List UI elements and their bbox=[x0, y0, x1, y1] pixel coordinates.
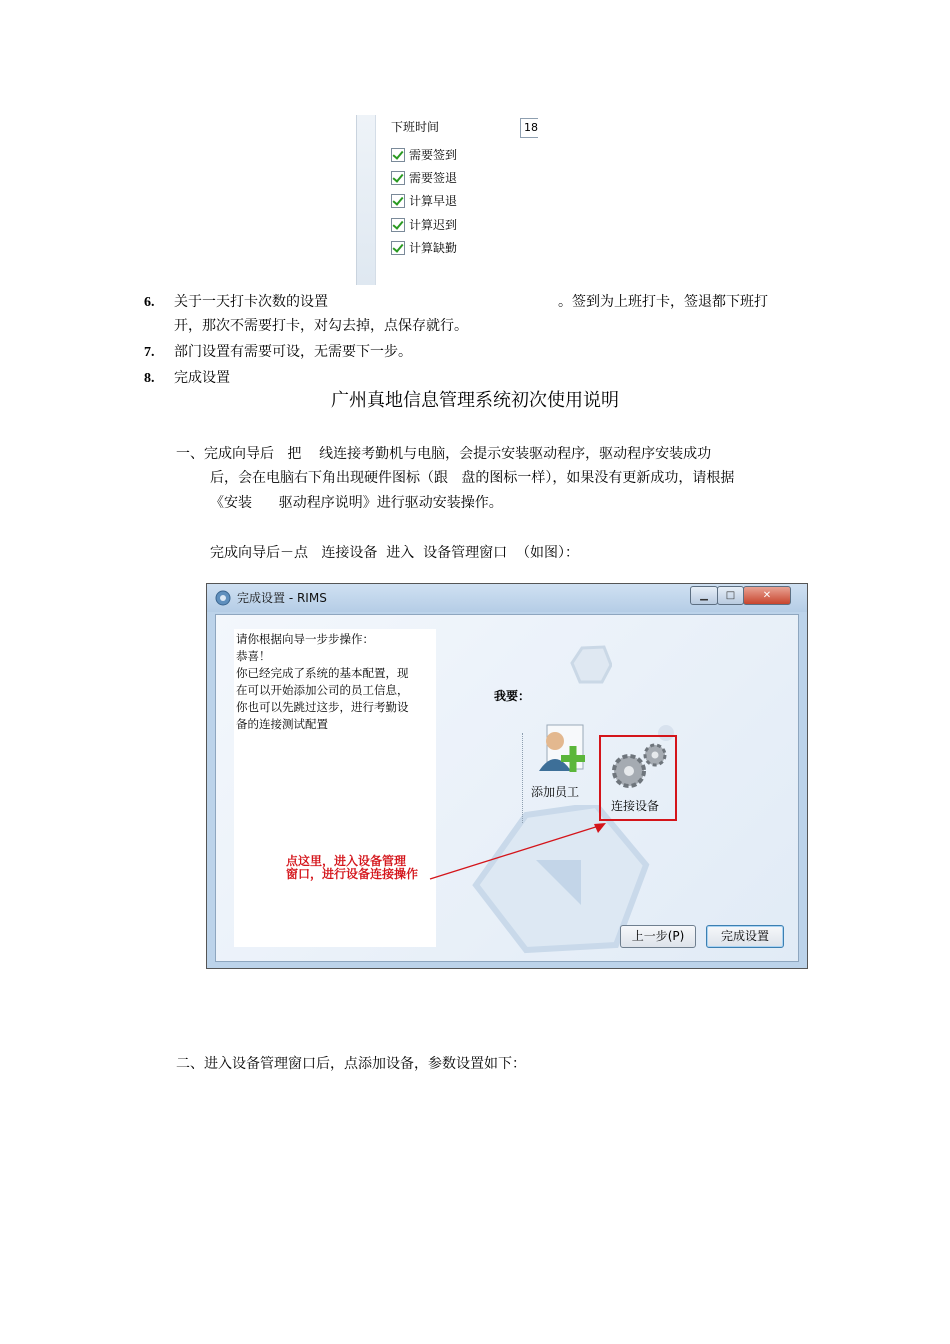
add-employee-icon bbox=[531, 721, 591, 779]
annotation-text bbox=[286, 855, 418, 881]
connect-device-button[interactable] bbox=[599, 735, 677, 821]
step-8-number: 8. bbox=[144, 371, 155, 386]
step-6-text-b: 。签到为上班打卡，签退都下班打 bbox=[558, 294, 768, 310]
instruction-line: 请你根据向导一步步操作： bbox=[236, 632, 374, 646]
checkbox-calc-early-leave[interactable] bbox=[391, 194, 405, 208]
step-8-text: 完成设置 bbox=[174, 370, 230, 386]
add-employee-button[interactable] bbox=[531, 721, 595, 801]
want-label: 我要： bbox=[494, 689, 531, 703]
window-client-area bbox=[215, 614, 799, 962]
off-time-label: 下班时间 bbox=[391, 120, 440, 134]
checkbox-label: 计算缺勤 bbox=[409, 241, 458, 255]
checkbox-calc-absence[interactable] bbox=[391, 241, 405, 255]
section-1-line-4: 完成向导后－点 连接设备 进入 设备管理窗口 （如图）： bbox=[210, 545, 580, 561]
checkbox-label: 计算迟到 bbox=[409, 218, 458, 232]
checkbox-calc-late[interactable] bbox=[391, 218, 405, 232]
section-1-line-3: 《安装 驱动程序说明》进行驱动安装操作。 bbox=[210, 495, 503, 511]
checkbox-need-checkout[interactable] bbox=[391, 171, 405, 185]
finish-setup-window bbox=[206, 583, 808, 969]
app-icon bbox=[215, 590, 231, 606]
settings-panel bbox=[356, 115, 538, 285]
checkbox-label: 需要签到 bbox=[409, 148, 458, 162]
window-title: 完成设置 - RIMS bbox=[237, 591, 327, 605]
instruction-line: 你已经完成了系统的基本配置，现 bbox=[236, 666, 409, 680]
instruction-line: 备的连接测试配置 bbox=[236, 717, 328, 731]
annotation-line: 点这里，进入设备管理 bbox=[286, 854, 407, 868]
section-1-line-2: 后，会在电脑右下角出现硬件图标（跟 盘的图标一样），如果没有更新成功，请根据 bbox=[210, 470, 735, 486]
window-titlebar bbox=[207, 584, 807, 612]
separator bbox=[522, 733, 524, 823]
connect-device-label: 连接设备 bbox=[611, 799, 660, 813]
instruction-line: 你也可以先跳过这步，进行考勤设 bbox=[236, 700, 409, 714]
instruction-line: 在可以开始添加公司的员工信息， bbox=[236, 683, 409, 697]
step-7-number: 7. bbox=[144, 345, 155, 360]
checkbox-need-checkin[interactable] bbox=[391, 148, 405, 162]
step-6-text-a: 关于一天打卡次数的设置 bbox=[174, 294, 328, 310]
gears-icon bbox=[605, 739, 673, 791]
step-6-number: 6. bbox=[144, 295, 155, 310]
step-7-text: 部门设置有需要可设，无需要下一步。 bbox=[174, 344, 412, 360]
prev-step-button[interactable]: 上一步(P) bbox=[620, 925, 696, 948]
section-1-line-1: 一、完成向导后 把 线连接考勤机与电脑，会提示安装驱动程序，驱动程序安装成功 bbox=[176, 446, 712, 462]
small-logo-icon bbox=[570, 645, 612, 685]
annotation-arrow-icon bbox=[426, 815, 616, 885]
maximize-button[interactable]: □ bbox=[717, 586, 744, 605]
section-2-text: 二、进入设备管理窗口后，点添加设备，参数设置如下： bbox=[176, 1056, 526, 1072]
checkbox-label: 需要签退 bbox=[409, 171, 458, 185]
step-6-text-line2: 开，那次不需要打卡，对勾去掉，点保存就行。 bbox=[174, 318, 468, 334]
instruction-line: 恭喜！ bbox=[236, 649, 271, 663]
instruction-textbox bbox=[234, 629, 436, 947]
off-time-input[interactable]: 18 bbox=[520, 118, 538, 138]
panel-sidebar bbox=[357, 115, 376, 285]
checkbox-label: 计算早退 bbox=[409, 194, 458, 208]
doc-title: 广州真地信息管理系统初次使用说明 bbox=[331, 390, 619, 411]
add-employee-label: 添加员工 bbox=[531, 785, 580, 799]
minimize-button[interactable]: ▁ bbox=[690, 586, 718, 605]
annotation-line: 窗口，进行设备连接操作 bbox=[286, 867, 419, 881]
finish-setup-button[interactable]: 完成设置 bbox=[706, 925, 784, 948]
close-button[interactable]: ✕ bbox=[743, 586, 791, 605]
